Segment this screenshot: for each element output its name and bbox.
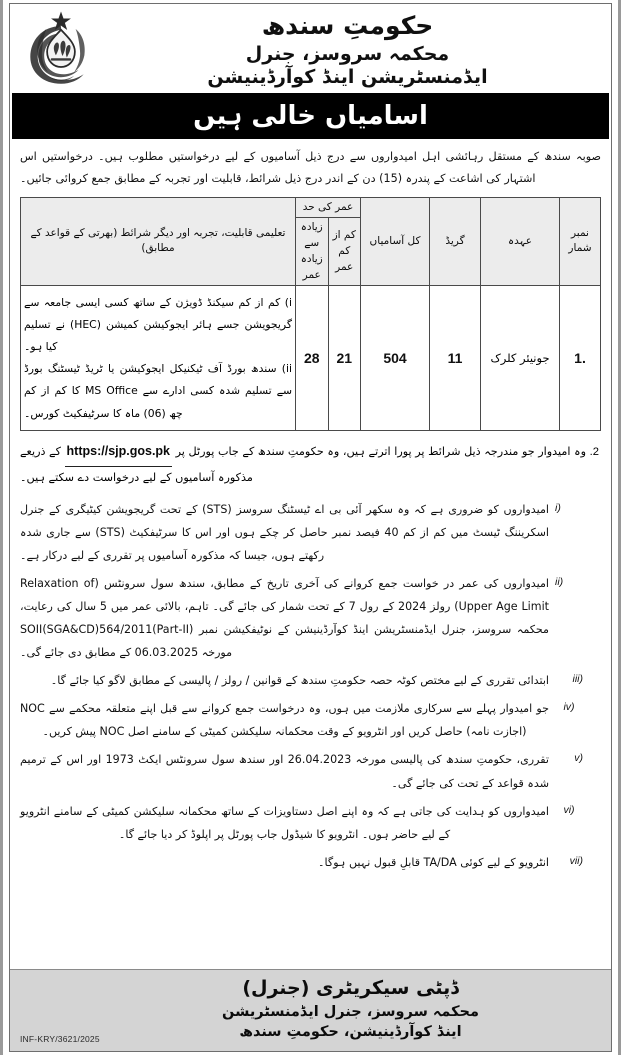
condition-marker-vii: vii) bbox=[569, 854, 583, 867]
condition-item-iv bbox=[20, 697, 583, 743]
paragraph-2-text-before: وہ امیدوار جو مندرجہ ذیل شرائط پر پورا اترتے ہیں، وہ حکومتِ سندھ کے جاب پورٹل پر bbox=[175, 445, 587, 459]
condition-text-vii: انٹرویو کے لیے کوئی TA/DA قابلِ قبول نہیں ہوگا۔ bbox=[318, 855, 549, 869]
vacancy-table-head bbox=[21, 197, 601, 286]
advertisement-reference-number: INF-KRY/3621/2025 bbox=[20, 1034, 100, 1044]
paragraph-2 bbox=[20, 439, 601, 490]
signatory-title: ڈپٹی سیکریٹری (جنرل) bbox=[242, 977, 459, 999]
condition-marker-i: i) bbox=[555, 501, 561, 514]
signatory-department-line-1: محکمہ سروسز، جنرل ایڈمنسٹریشن bbox=[222, 1003, 479, 1020]
qualification-line-1: i) کم از کم سیکنڈ ڈویژن کے ساتھ کسی ایسی جامعہ سے گریجویشن جسے ہائر ایجوکیشن کمیشن (HEC) نے تسلیم کیا ہو۔ bbox=[24, 295, 293, 354]
condition-marker-iii: iii) bbox=[572, 673, 583, 686]
condition-item-vi bbox=[20, 800, 583, 846]
condition-text-vi: امیدواروں کو ہدایت کی جاتی ہے کہ وہ اپنے اصل دستاویزات کے ساتھ محکمانہ سلیکشن کمیٹی کے سامنے انٹرویو کے لیے حاضر ہوں۔ انٹرویو کا شیڈول جاب پورٹل پر اپلوڈ کر دیا جائے گا۔ bbox=[20, 804, 549, 841]
condition-text-iv: جو امیدوار پہلے سے سرکاری ملازمت میں ہوں، وہ درخواست جمع کروانے سے قبل اپنے متعلقہ محکمے سے NOC (اجازت نامہ) حاصل کریں اور انٹرویو کے وقت محکمانہ سلیکشن کمیٹی کے سامنے اصل NOC پیش کریں۔ bbox=[20, 702, 549, 739]
document-content bbox=[10, 139, 611, 874]
cell-serial: 1. bbox=[560, 286, 601, 431]
masthead-line-1: حکومتِ سندھ bbox=[261, 11, 434, 40]
cell-age-max: 28 bbox=[296, 286, 329, 431]
conditions-list bbox=[20, 498, 601, 874]
signatory-department-line-2: اینڈ کوآرڈینیشن، حکومتِ سندھ bbox=[239, 1023, 462, 1040]
header-age-limit: عمر کی حد bbox=[296, 197, 361, 218]
masthead-line-2: محکمہ سروسز، جنرل bbox=[245, 42, 450, 65]
cell-total-vacancies: 504 bbox=[361, 286, 430, 431]
header-age-min: کم از کم عمر bbox=[328, 218, 361, 286]
condition-marker-ii: ii) bbox=[555, 576, 564, 589]
masthead bbox=[10, 4, 611, 93]
condition-marker-iv: iv) bbox=[563, 701, 575, 714]
condition-marker-v: v) bbox=[574, 752, 583, 765]
footer-signature-block bbox=[10, 969, 611, 1051]
header-post: عہدہ bbox=[481, 197, 560, 286]
qualification-line-2: ii) سندھ بورڈ آف ٹیکنیکل ایجوکیشن یا ٹریڈ ٹیسٹنگ بورڈ سے تسلیم شدہ کسی ادارے سے MS Office کا کم از کم چھ (06) ماہ کا سرٹیفکیٹ کورس۔ bbox=[24, 362, 292, 420]
signatory bbox=[22, 976, 599, 1042]
page-border-frame bbox=[9, 3, 612, 1052]
condition-marker-vi: vi) bbox=[563, 803, 575, 816]
government-of-sindh-emblem-icon bbox=[24, 10, 98, 86]
condition-text-iii: ابتدائی تقرری کے لیے مختص کوٹہ حصہ حکومتِ سندھ کے قوانین / رولز / پالیسی کے مطابق لاگو کیا جائے گا۔ bbox=[50, 674, 549, 688]
masthead-line-3: ایڈمنسٹریشن اینڈ کوآرڈینیشن bbox=[207, 65, 488, 88]
cell-post: جونیئر کلرک bbox=[481, 286, 560, 431]
table-row bbox=[21, 286, 601, 431]
condition-item-ii bbox=[20, 572, 583, 664]
header-total-vacancies: کل آسامیاں bbox=[361, 197, 430, 286]
header-serial: نمبر شمار bbox=[560, 197, 601, 286]
vacancy-table-body bbox=[21, 286, 601, 431]
paragraph-2-text-after: کے ذریعے مذکورہ آسامیوں کے لیے درخواست دے سکتے ہیں۔ bbox=[20, 445, 253, 484]
condition-item-i bbox=[20, 498, 583, 567]
header-grade: گریڈ bbox=[430, 197, 481, 286]
condition-item-iii bbox=[20, 669, 583, 692]
cell-age-min: 21 bbox=[328, 286, 361, 431]
paragraph-2-marker: 2. bbox=[589, 446, 599, 459]
job-portal-url-link[interactable]: https://sjp.gos.pk bbox=[65, 439, 172, 467]
header-age-max: زیادہ سے زیادہ عمر bbox=[296, 218, 329, 286]
vacancy-banner: اسامیاں خالی ہیں bbox=[12, 93, 609, 139]
condition-item-v bbox=[20, 748, 583, 794]
condition-text-i: امیدواروں کو ضروری ہے کہ وہ سکھر آئی بی اے ٹیسٹنگ سروسز (STS) کے تحت گریجویشن کیٹیگری کے جنرل اسکریننگ ٹیسٹ میں کم از کم 40 فیصد نمبر حاصل کر چکے ہوں اور اس کا سرٹیفکیٹ (STS) سے جاری شدہ رکھتے ہوں، جیسا کہ مذکورہ آسامیوں پر تقرری کے لیے درکار ہے۔ bbox=[20, 502, 549, 562]
cell-grade: 11 bbox=[430, 286, 481, 431]
masthead-titles bbox=[20, 11, 601, 89]
cell-qualification bbox=[21, 286, 296, 431]
condition-text-ii: امیدواروں کی عمر در خواست جمع کروانے کی آخری تاریخ کے مطابق، سندھ سول سرونٹس (Relaxation of Upper Age Limit) رولز 2024 کے رول 7 کے تحت شمار کی جائے گی۔ تاہم، بالائی عمر میں 5 سال کی رعایت، محکمہ سروسز، جنرل ایڈمنسٹریشن اینڈ کوآرڈینیشن کے نوٹیفکیشن نمبر SOII(SGA&CD)564/2011(Part-II) مورخہ 06.03.2025 کے مطابق دی جائے گی۔ bbox=[20, 577, 550, 660]
vacancy-table bbox=[20, 197, 601, 432]
table-header-row-1 bbox=[21, 197, 601, 218]
intro-paragraph: صوبہ سندھ کے مستقل رہائشی اہل امیدواروں سے درج ذیل آسامیوں کے لیے درخواستیں مطلوب ہیں۔ درخواستیں اس اشتہار کی اشاعت کے پندرہ (15) دن کے اندر درج ذیل شرائط، قابلیت اور تجربہ کے مطابق جمع کروائی جائیں۔ bbox=[20, 149, 601, 185]
condition-item-vii bbox=[20, 851, 583, 874]
header-qualification: تعلیمی قابلیت، تجربہ اور دیگر شرائط (بھرتی کے قواعد کے مطابق) bbox=[21, 197, 296, 286]
condition-text-v: تقرری، حکومتِ سندھ کی پالیسی مورخہ 26.04.2023 اور سندھ سول سرونٹس ایکٹ 1973 اور اس کے ترمیم شدہ قواعد کے تحت کی جائے گی۔ bbox=[20, 753, 549, 790]
